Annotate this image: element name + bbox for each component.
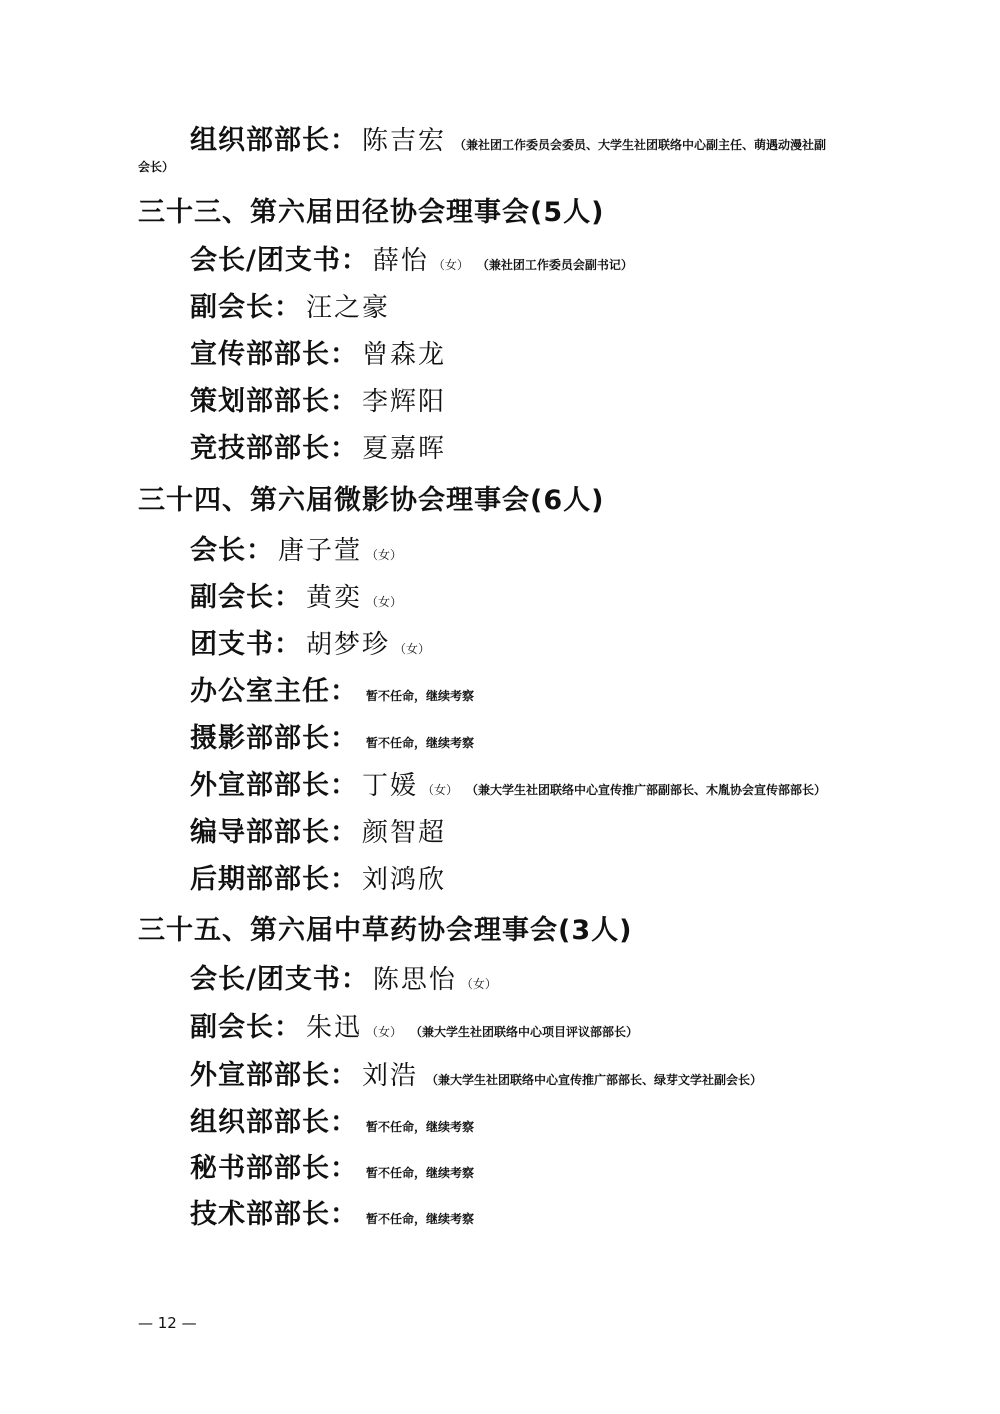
member-role: 竞技部部长： [190,433,358,464]
member-line [190,426,446,466]
member-name: 陈思怡 [372,965,457,995]
member-name: 丁媛 [362,771,419,801]
section-heading: 三十五、第六届中草药协会理事会(3人) [138,915,633,946]
member-role: 策划部部长： [190,386,358,417]
member-gender: （女） [460,977,497,991]
member-note: （兼社团工作委员会委员、大学生社团联络中心副主任、萌遇动漫社副 [454,138,827,152]
member-name: 刘浩 [362,1061,419,1091]
member-role: 外宣部部长： [190,1060,358,1091]
member-name: 颜智超 [362,818,447,848]
member-role: 秘书部部长： [190,1153,358,1184]
member-pending: 暂不任命，继续考察 [366,1166,475,1180]
member-line [190,1192,474,1232]
member-gender: （女） [394,642,431,656]
member-name: 刘鸿欣 [362,865,447,895]
member-role: 会长/团支书： [190,964,369,995]
member-role: 外宣部部长： [190,770,358,801]
member-role: 宣传部部长： [190,339,358,370]
member-pending: 暂不任命，继续考察 [366,1212,475,1226]
member-line [190,379,446,419]
member-gender: （女） [432,258,469,272]
member-role: 摄影部部长： [190,723,358,754]
member-name: 李辉阳 [362,387,447,417]
page-number: — 12 — [138,1314,197,1332]
member-name: 黄奕 [306,583,363,613]
member-name: 胡梦珍 [306,630,391,660]
member-line [190,238,633,278]
section-heading: 三十四、第六届微影协会理事会(6人) [138,485,605,516]
member-line [190,1005,638,1045]
member-note: （兼社团工作委员会副书记） [476,258,633,272]
member-gender: （女） [366,595,403,609]
member-line [190,957,497,997]
member-line [190,1053,762,1093]
member-line [190,1100,474,1140]
member-name: 汪之豪 [306,293,391,323]
member-line [190,810,446,850]
member-note: （兼大学生社团联络中心宣传推广部副部长、木胤协会宣传部部长） [466,783,827,797]
member-line [190,575,402,615]
member-role: 办公室主任： [190,676,358,707]
member-line [190,763,826,803]
member-line [190,332,446,372]
member-name: 曾森龙 [362,340,447,370]
member-role: 会长/团支书： [190,245,369,276]
member-name: 夏嘉晖 [362,434,447,464]
member-role: 团支书： [190,629,302,660]
member-line [190,285,390,325]
member-line [190,118,826,158]
member-role: 会长： [190,535,274,566]
member-line [190,669,474,709]
member-line [190,857,446,897]
member-role: 技术部部长： [190,1199,358,1230]
member-role: 组织部部长： [190,1107,358,1138]
member-line [190,622,430,662]
member-line [190,716,474,756]
member-line [190,1146,474,1186]
member-pending: 暂不任命，继续考察 [366,736,475,750]
member-name: 薛怡 [372,246,429,276]
member-note: （兼大学生社团联络中心项目评议部部长） [410,1025,639,1039]
member-name: 朱迅 [306,1013,363,1043]
member-gender: （女） [366,548,403,562]
member-role: 编导部部长： [190,817,358,848]
member-pending: 暂不任命，继续考察 [366,689,475,703]
member-note: （兼大学生社团联络中心宣传推广部部长、绿芽文学社副会长） [426,1073,763,1087]
member-gender: （女） [422,783,459,797]
member-name: 陈吉宏 [362,126,447,156]
member-note-continued: 会长） [138,160,175,174]
member-role: 副会长： [190,292,302,323]
member-pending: 暂不任命，继续考察 [366,1120,475,1134]
member-name: 唐子萱 [278,536,363,566]
member-line [190,528,402,568]
member-role: 组织部部长： [190,125,358,156]
member-role: 副会长： [190,1012,302,1043]
member-role: 副会长： [190,582,302,613]
member-role: 后期部部长： [190,864,358,895]
section-heading: 三十三、第六届田径协会理事会(5人) [138,197,605,228]
member-gender: （女） [366,1025,403,1039]
